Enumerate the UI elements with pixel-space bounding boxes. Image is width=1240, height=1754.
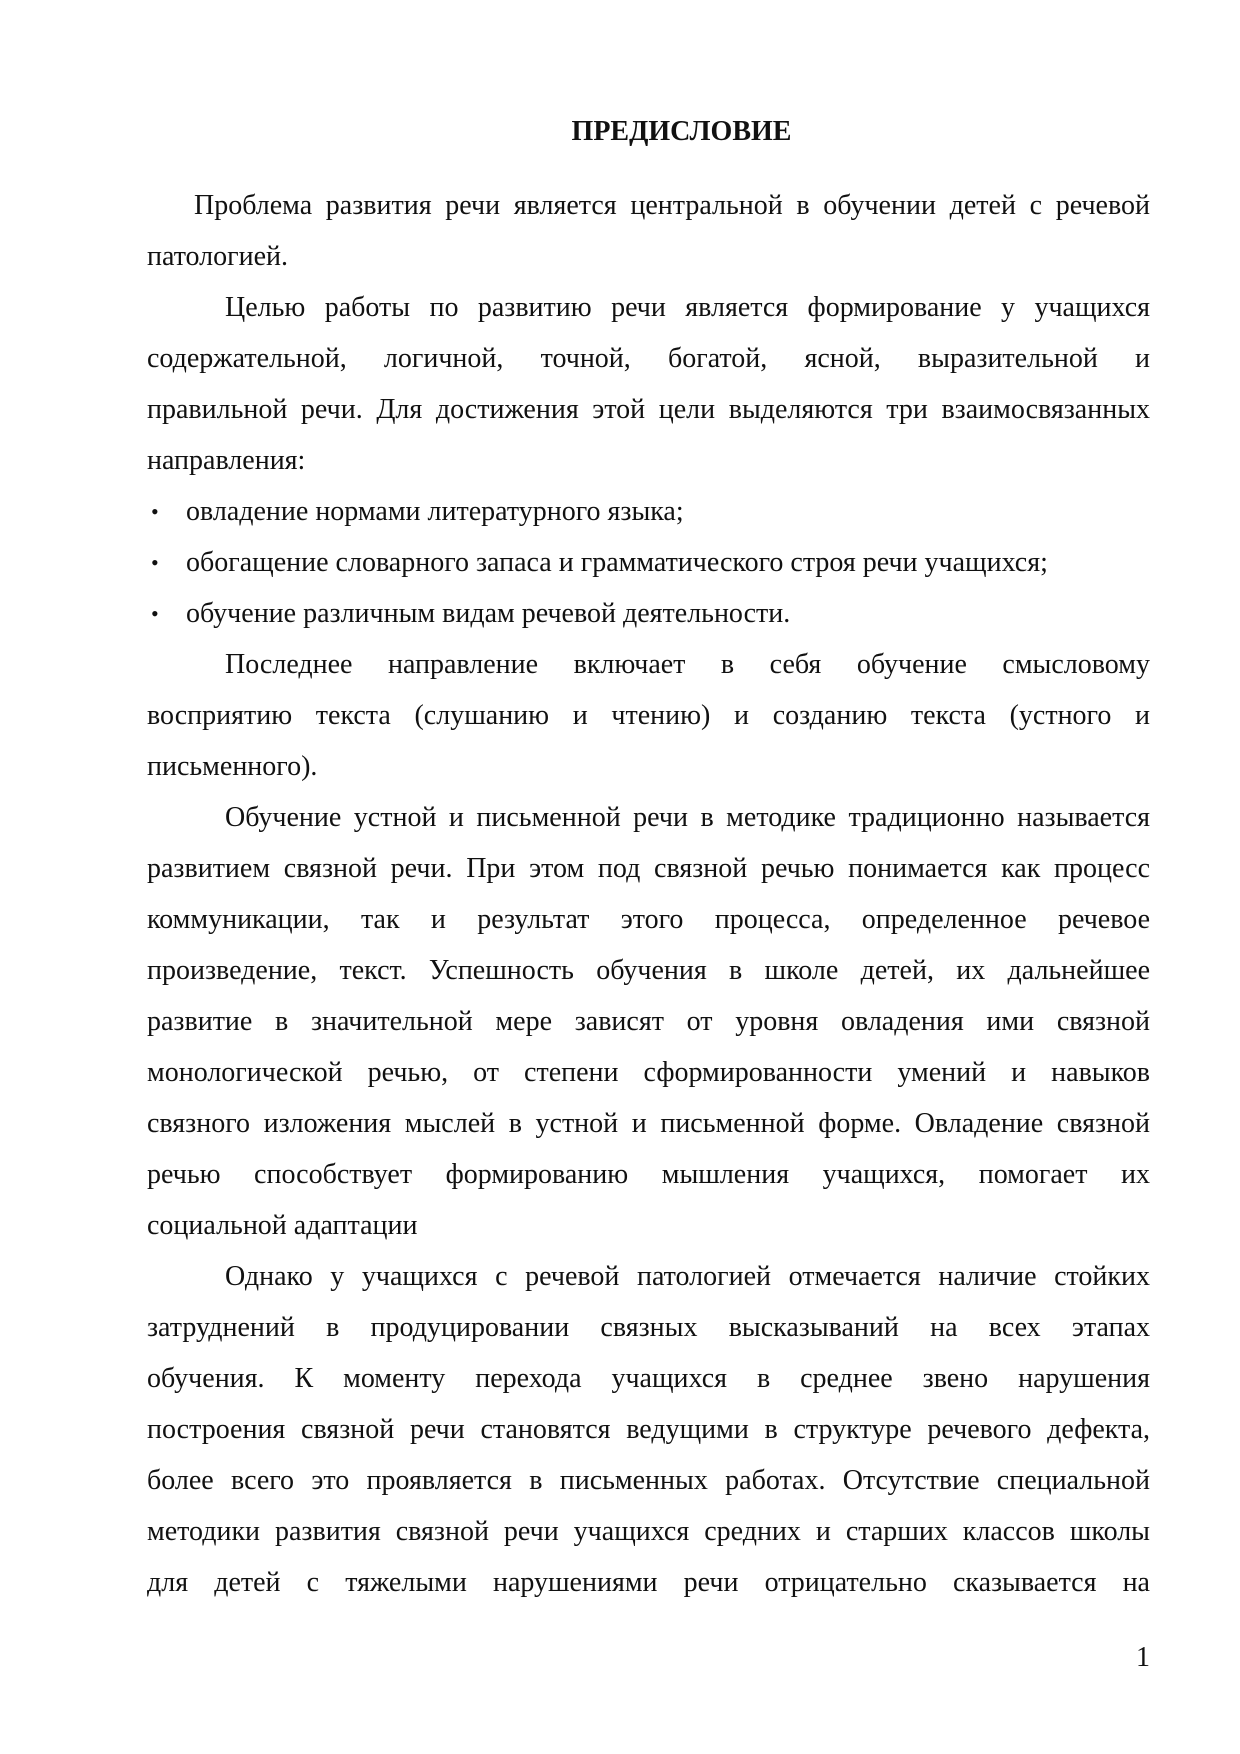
line-text: письменного). (147, 751, 318, 782)
line-text: Проблема развития речи является центральной в обучении детей с речевой (194, 190, 1150, 221)
text-line (147, 1353, 1150, 1404)
line-text: обучение различным видам речевой деятельности. (186, 598, 791, 629)
line-text: построения связной речи становятся ведущими в структуре речевого дефекта, (147, 1414, 1150, 1445)
line-text: Целью работы по развитию речи является формирование у учащихся (225, 292, 1150, 323)
line-text: направления: (147, 445, 306, 476)
line-text: более всего это проявляется в письменных работах. Отсутствие специальной (147, 1465, 1150, 1496)
bullet-icon: • (151, 550, 159, 575)
text-line (147, 1404, 1150, 1455)
bullet-item (147, 537, 1150, 588)
line-text: обучения. К моменту перехода учащихся в среднее звено нарушения (147, 1363, 1150, 1394)
text-line (147, 1557, 1150, 1608)
line-text: затруднений в продуцировании связных высказываний на всех этапах (147, 1312, 1150, 1343)
line-text: монологической речью, от степени сформированности умений и навыков (147, 1057, 1150, 1088)
line-text: социальной адаптации (147, 1210, 418, 1241)
text-line (147, 333, 1150, 384)
line-text: правильной речи. Для достижения этой цели выделяются три взаимосвязанных (147, 394, 1150, 425)
text-line (147, 384, 1150, 435)
line-text: патологией. (147, 241, 289, 272)
text-line (147, 792, 1150, 843)
line-text: для детей с тяжелыми нарушениями речи отрицательно сказывается на (147, 1567, 1150, 1598)
line-text: обогащение словарного запаса и грамматического строя речи учащихся; (186, 547, 1048, 578)
line-text: Однако у учащихся с речевой патологией отмечается наличие стойких (225, 1261, 1150, 1292)
line-text: овладение нормами литературного языка; (186, 496, 684, 527)
line-text: восприятию текста (слушанию и чтению) и созданию текста (устного и (147, 700, 1150, 731)
line-text: развитием связной речи. При этом под связной речью понимается как процесс (147, 853, 1150, 884)
text-line (147, 435, 1150, 486)
line-text: связного изложения мыслей в устной и письменной форме. Овладение связной (147, 1108, 1150, 1139)
text-line (147, 1098, 1150, 1149)
text-line (147, 945, 1150, 996)
document-body (147, 180, 1150, 1608)
bullet-item (147, 486, 1150, 537)
text-line (147, 690, 1150, 741)
line-text: речью способствует формированию мышления учащихся, помогает их (147, 1159, 1150, 1190)
line-text: развитие в значительной мере зависят от уровня овладения ими связной (147, 1006, 1150, 1037)
line-text: коммуникации, так и результат этого процесса, определенное речевое (147, 904, 1150, 935)
line-text: Обучение устной и письменной речи в методике традиционно называется (225, 802, 1150, 833)
text-line (147, 1149, 1150, 1200)
line-text: методики развития связной речи учащихся средних и старших классов школы (147, 1516, 1150, 1547)
bullet-icon: • (151, 499, 159, 524)
text-line (147, 843, 1150, 894)
text-line (147, 282, 1150, 333)
bullet-item (147, 588, 1150, 639)
text-line (147, 741, 1150, 792)
line-text: содержательной, логичной, точной, богатой, ясной, выразительной и (147, 343, 1150, 374)
line-text: Последнее направление включает в себя обучение смысловому (225, 649, 1150, 680)
page-title: ПРЕДИСЛОВИЕ (571, 116, 792, 147)
text-line (147, 1455, 1150, 1506)
text-line (147, 231, 1150, 282)
text-line (147, 1200, 1150, 1251)
text-line (147, 1506, 1150, 1557)
text-line (147, 639, 1150, 690)
text-line (147, 1047, 1150, 1098)
text-line (147, 1251, 1150, 1302)
line-text: произведение, текст. Успешность обучения в школе детей, их дальнейшее (147, 955, 1150, 986)
text-line (147, 996, 1150, 1047)
text-line (147, 1302, 1150, 1353)
text-line (147, 180, 1150, 231)
page-number: 1 (1136, 1642, 1150, 1673)
bullet-icon: • (151, 601, 159, 626)
text-line (147, 894, 1150, 945)
